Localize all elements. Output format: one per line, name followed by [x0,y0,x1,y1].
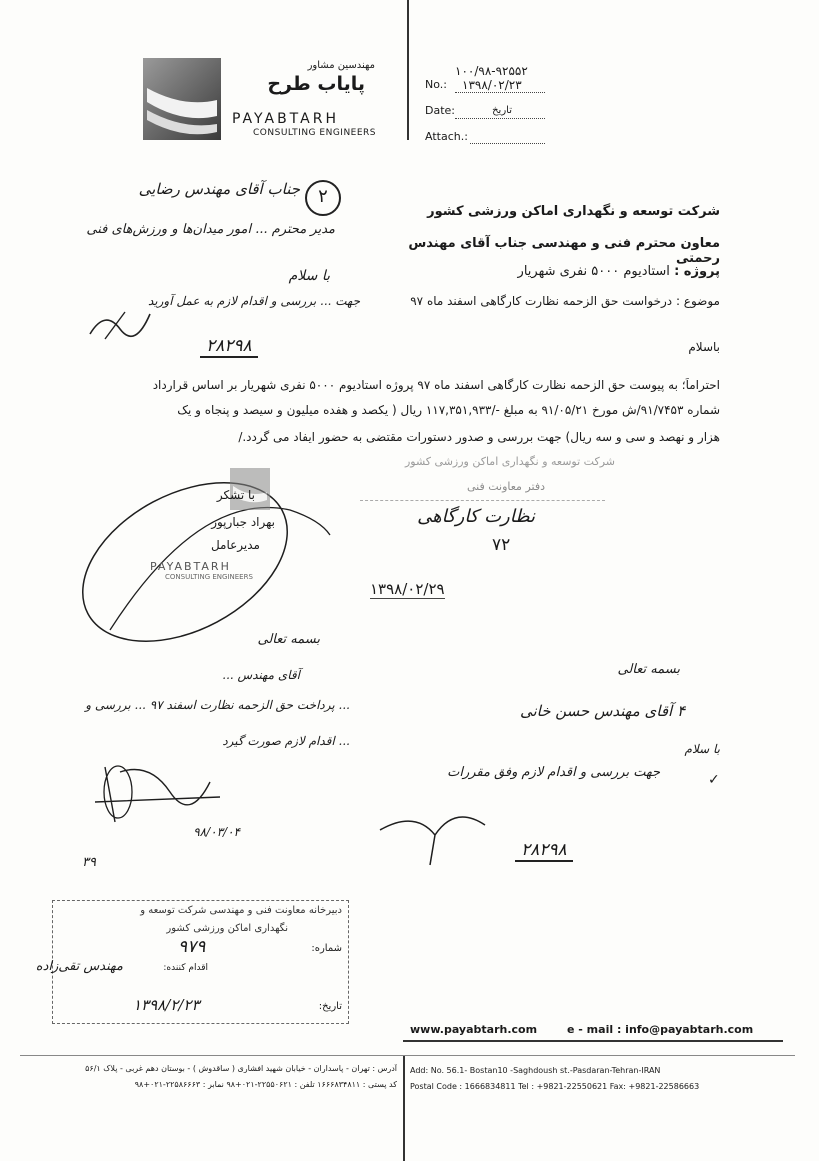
secretariat-stamp [35,900,349,1024]
note-br-line2: ۴ آقای مهندس حسن خانی [519,702,685,720]
recipient-person: معاون محترم فنی و مهندسی جناب آقای مهندس رحمتی [408,236,720,266]
secretariat-line1: دبیرخانه معاونت فنی و مهندسی شرکت توسعه و [140,905,342,916]
note-bl-signature [90,762,230,832]
logo-fa-subtitle: مهندسین مشاور [307,60,375,71]
company-logo [143,58,221,140]
letter-body-line2: شماره ۹۱/۷۴۵۳/ش مورخ ۹۱/۰۵/۲۱ به مبلغ -/۱۱۷,۳۵۱,۹۳۳ ریال ( یکصد و هفده میلیون و سیصد و پنجاه و یک [177,403,720,417]
secretariat-number-value: ۹۷۹ [178,937,206,957]
note-top-line2: مدیر محترم ... امور میدان‌ها و ورزش‌های فنی [86,222,335,237]
note-top-line1: جناب آقای مهندس رضایی [138,180,300,198]
signature-name: بهراد جبارپور [211,515,275,529]
note-number-circle: ۲ [305,180,341,216]
received-stamp-number: ۷۲ [492,535,511,555]
letter-attach-label: Attach.: [425,130,468,143]
project-value: استادیوم ۵۰۰۰ نفری شهریار [517,264,670,279]
letter-number-label: No.: [425,78,447,91]
footer-fa-postal: کد پستی : ۱۶۶۶۸۳۴۸۱۱ تلفن : ۲۲۵۵۰۶۲۱-۰۲۱+۹۸ نمابر : ۲۲۵۸۶۶۶۳-۰۲۱+۹۸ [134,1080,397,1089]
note-bl-line1: بسمه تعالی [257,632,320,647]
letter-date-line [455,118,545,119]
project-label: پروژه : [674,264,720,279]
footer-website[interactable]: www.payabtarh.com [410,1023,538,1036]
letter-attach-line [470,143,545,144]
secretariat-action-value: مهندس تقی‌زاده [35,959,123,974]
recipient-org: شرکت توسعه و نگهداری اماکن ورزشی کشور [427,204,720,219]
letter-date-label: Date: [425,104,455,117]
secretariat-action-label: اقدام کننده: [163,963,208,973]
logo-en-subtitle: CONSULTING ENGINEERS [253,128,377,138]
letter-body-line1: احتراماً؛ به پیوست حق الزحمه نظارت کارگاهی اسفند ماه ۹۷ پروژه استادیوم ۵۰۰۰ نفری شهریار بر اساس قرارداد [152,378,720,392]
note-bl-line3: ... پرداخت حق الزحمه نظارت اسفند ۹۷ ... بررسی و [85,698,350,712]
letter-number-line [455,92,545,93]
note-br-line1: بسمه تعالی [617,662,680,677]
footer-bottom-rule [20,1055,795,1056]
secretariat-date-value: ۱۳۹۸/۲/۲۳ [133,996,200,1014]
letter-date-fa-label: تاریخ [492,105,512,116]
footer-fa-address: آدرس : تهران - پاسداران - خیابان شهید افشاری ( ساقدوش ) - بوستان دهم غربی - پلاک ۵۶/۱ [85,1064,397,1073]
signature-stamp-name: PAYABTARH [150,560,231,573]
logo-fa-name: پایاب طرح [267,73,365,95]
note-bl-line2: آقای مهندس ... [222,668,300,682]
signature-thanks: با تشکر [216,488,255,502]
note-top-ref-number: ۲۸۲۹۸ [200,336,258,358]
secretariat-date-label: تاریخ: [318,1001,342,1012]
received-stamp-date: ۱۳۹۸/۰۲/۲۹ [370,580,445,598]
footer-email[interactable]: e - mail : info@payabtarh.com [567,1023,754,1036]
note-br-ref-number: ۲۸۲۹۸ [515,840,573,862]
note-bl-date: ۹۸/۰۳/۰۴ [193,825,240,839]
note-bl-num: ۳۹ [82,855,96,870]
signature-stamp-sub: CONSULTING ENGINEERS [165,573,253,581]
received-stamp-handwritten: نظارت کارگاهی [417,506,535,527]
note-top-line3: با سلام [288,268,330,284]
received-stamp-org: شرکت توسعه و نگهداری اماکن ورزشی کشور [404,455,615,468]
footer-top-rule [403,1040,783,1042]
margin-divider-line-bottom [403,1055,405,1161]
note-top-line4: جهت ... بررسی و اقدام لازم به عمل آورید [147,294,360,308]
letter-body-line3: هزار و نهصد و سی و سه ریال) جهت بررسی و صدور دستورات مقتضی به حضور ایفاد می گردد./ [238,430,720,444]
signature-title: مدیرعامل [210,538,260,552]
note-br-check-mark: ✓ [708,772,720,788]
subject-value: درخواست حق الزحمه نظارت کارگاهی اسفند ماه ۹۷ [410,294,673,308]
note-br-signature [375,800,495,870]
secretariat-number-label: شماره: [311,943,342,954]
subject-label: موضوع : [675,294,720,308]
received-stamp-frame [360,500,605,502]
margin-divider-line [407,0,409,140]
footer-en-postal: Postal Code : 1666834811 Tel : +9821-22550621 Fax: +9821-22586663 [410,1082,700,1091]
received-stamp-dept: دفتر معاونت فنی [466,480,545,493]
subject-line [380,294,720,308]
secretariat-line2: نگهداری اماکن ورزشی کشور [166,923,288,934]
letter-number-value: ۱۰۰/۹۸-۹۲۵۵۲ [455,64,528,78]
note-bl-line4: ... اقدام لازم صورت گیرد [222,734,350,748]
logo-en-name: PAYABTARH [232,111,339,127]
note-br-line4: جهت بررسی و اقدام لازم وفق مقررات [447,765,660,780]
project-line [420,264,720,279]
note-top-signature [85,304,155,344]
footer-en-address: Add: No. 56.1- Bostan10 -Saghdoush st.-Pasdaran-Tehran-IRAN [410,1066,661,1075]
note-br-line3: با سلام [684,742,720,756]
greeting: باسلام [688,340,720,354]
letter-date-value: ۱۳۹۸/۰۲/۲۳ [462,78,522,92]
